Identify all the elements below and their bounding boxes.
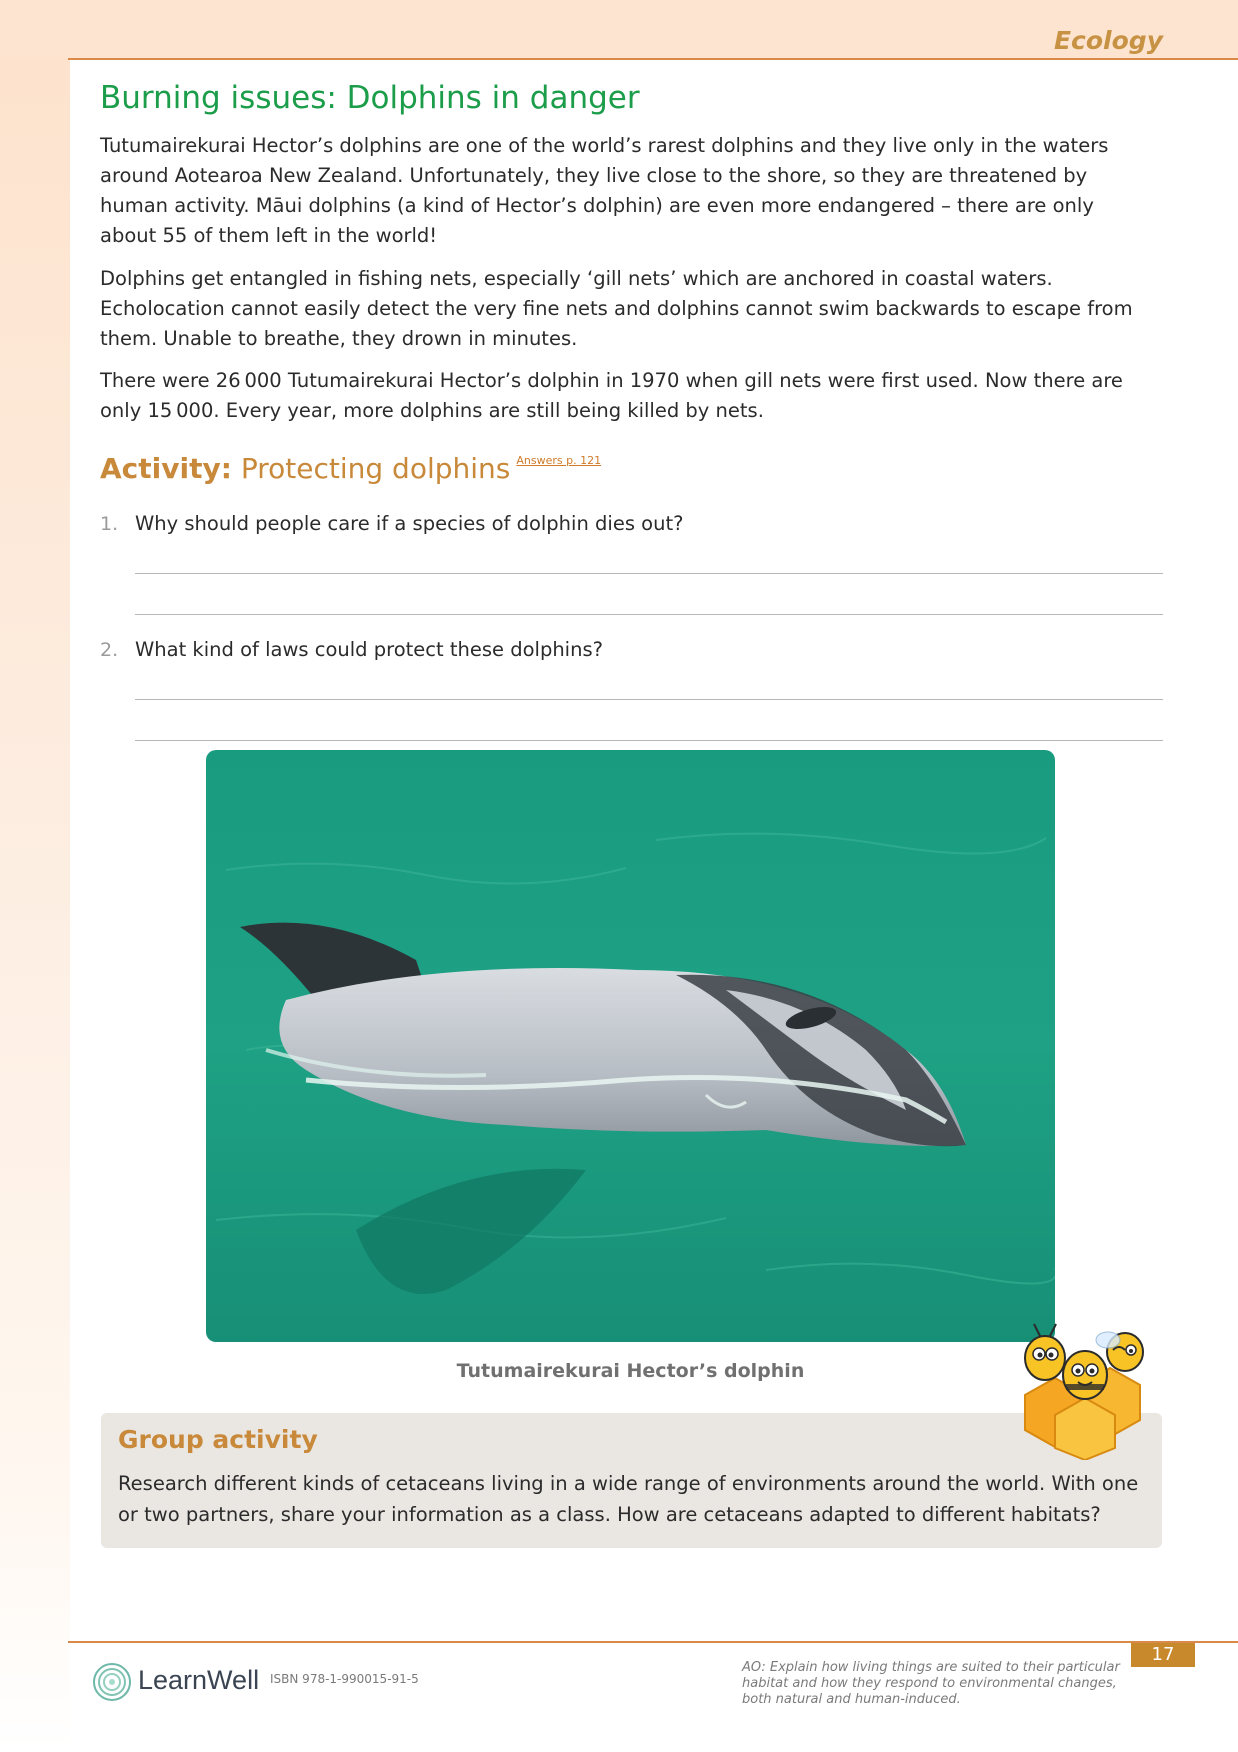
answers-link[interactable]: Answers p. 121 bbox=[516, 454, 602, 467]
dolphin-photo bbox=[206, 750, 1055, 1342]
photo-caption: Tutumairekurai Hector’s dolphin bbox=[456, 1360, 805, 1382]
answer-line-1b[interactable] bbox=[135, 614, 1163, 615]
page-side-gradient bbox=[0, 0, 70, 1752]
brand-name: LearnWell bbox=[138, 1665, 260, 1695]
article-paragraph-2: Dolphins get entangled in fishing nets, especially ‘gill nets’ which are anchored in coastal waters. Echolocation cannot easily detect the very fine nets and dolphins cannot swim backwards to escape from them. Unable to breathe, they drown in minutes. bbox=[100, 267, 1133, 350]
answer-line-2b[interactable] bbox=[135, 740, 1163, 741]
article-paragraph-1: Tutumairekurai Hector’s dolphins are one of the world’s rarest dolphins and they live only in the waters around Aotearoa New Zealand. Unfortunately, they live close to the shore, so they are threatened by human activity. Māui dolphins (a kind of Hector’s dolphin) are even more endangered – there are only about 55 of them left in the world! bbox=[100, 134, 1109, 247]
header-band bbox=[0, 0, 1238, 58]
question-1-number: 1. bbox=[100, 513, 119, 535]
question-2-text: What kind of laws could protect these dolphins? bbox=[135, 638, 603, 661]
answer-line-1a[interactable] bbox=[135, 573, 1163, 574]
question-2-number: 2. bbox=[100, 639, 119, 661]
article-paragraph-3: There were 26 000 Tutumairekurai Hector’s dolphin in 1970 when gill nets were first used. Now there are only 15 000. Every year, more dolphins are still being killed by nets. bbox=[100, 369, 1123, 422]
question-1-text: Why should people care if a species of dolphin dies out? bbox=[135, 512, 684, 535]
page-number: 17 bbox=[1131, 1643, 1195, 1667]
section-label: Ecology bbox=[1053, 26, 1163, 55]
isbn: ISBN 978-1-990015-91-5 bbox=[270, 1672, 419, 1686]
activity-heading bbox=[100, 452, 601, 485]
footer-rule bbox=[68, 1641, 1238, 1643]
learnwell-logo-icon bbox=[92, 1662, 132, 1702]
answer-line-2a[interactable] bbox=[135, 699, 1163, 700]
achievement-objective: AO: Explain how living things are suited to their particular habitat and how they respond to environmental changes, both natural and human-induced. bbox=[742, 1660, 1120, 1707]
bee-mascots-illustration bbox=[1000, 1300, 1160, 1460]
article-title: Burning issues: Dolphins in danger bbox=[100, 80, 640, 116]
header-rule bbox=[68, 58, 1238, 60]
activity-title: Protecting dolphins bbox=[240, 452, 511, 485]
group-activity-title: Group activity bbox=[118, 1425, 318, 1454]
group-activity-text: Research different kinds of cetaceans living in a wide range of environments around the world. With one or two partners, share your information as a class. How are cetaceans adapted to different habitats? bbox=[118, 1472, 1139, 1526]
activity-lead: Activity: bbox=[100, 452, 232, 485]
